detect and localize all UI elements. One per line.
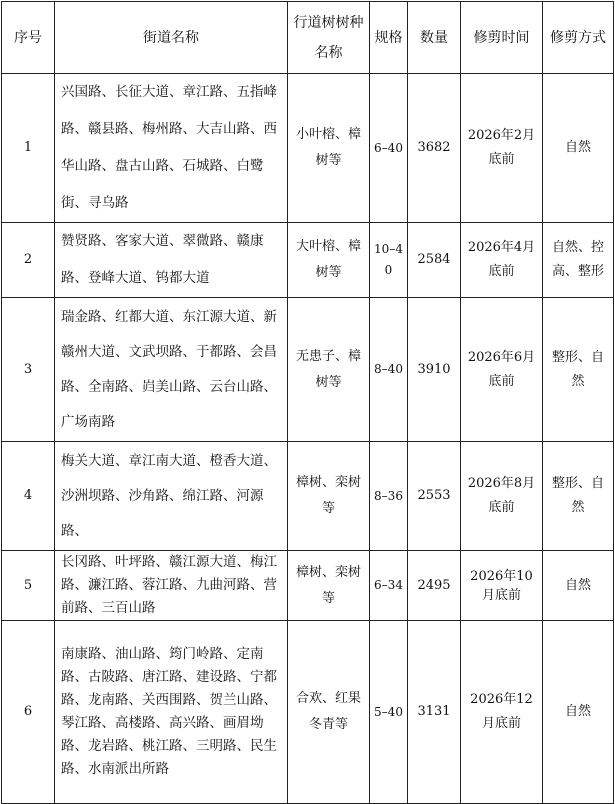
- row-streets: 兴国路、长征大道、章江路、五指峰路、赣县路、梅州路、大吉山路、西华山路、盘古山路、石城路、白鹭街、寻乌路: [55, 74, 288, 223]
- row-species: 合欢、红果冬青等: [288, 621, 370, 804]
- row-index: 1: [2, 74, 55, 223]
- row-spec: 8–40: [370, 298, 408, 442]
- row-method: 整形、自然: [543, 298, 614, 442]
- row-method: 整形、自然: [543, 442, 614, 551]
- row-time: 2026年8月底前: [461, 442, 543, 551]
- row-species: 无患子、樟树等: [288, 298, 370, 442]
- row-species: 樟树、栾树等: [288, 442, 370, 551]
- table-row: [2, 74, 614, 223]
- row-species: 樟树、栾树等: [288, 551, 370, 621]
- row-method: 自然: [543, 621, 614, 804]
- row-count: 2584: [408, 223, 461, 298]
- row-method: 自然: [543, 551, 614, 621]
- row-count: 3682: [408, 74, 461, 223]
- row-streets: 赞贤路、客家大道、翠微路、赣康路、登峰大道、钨都大道: [55, 223, 288, 298]
- table-row: [2, 223, 614, 298]
- row-spec: 6–40: [370, 74, 408, 223]
- table-row: [2, 551, 614, 621]
- header-streets: 街道名称: [55, 2, 288, 74]
- row-streets: 长冈路、叶坪路、赣江源大道、梅江路、濂江路、蓉江路、九曲河路、营前路、三百山路: [55, 551, 288, 621]
- row-spec: 10–40: [370, 223, 408, 298]
- row-species: 小叶榕、樟树等: [288, 74, 370, 223]
- row-streets: 南康路、油山路、筠门岭路、定南路、古陂路、唐江路、建设路、宁都路、龙南路、关西围路、贺兰山路、琴江路、高楼路、高兴路、画眉坳路、龙岩路、桃江路、三明路、民生路、水南派出所路: [55, 621, 288, 804]
- row-species: 大叶榕、樟树等: [288, 223, 370, 298]
- header-index: 序号: [2, 2, 55, 74]
- row-streets: 梅关大道、章江南大道、橙香大道、沙洲坝路、沙角路、绵江路、河源路、: [55, 442, 288, 551]
- row-index: 5: [2, 551, 55, 621]
- header-row: [2, 2, 614, 74]
- row-time: 2026年2月底前: [461, 74, 543, 223]
- row-time: 2026年10月底前: [461, 551, 543, 621]
- header-method: 修剪方式: [543, 2, 614, 74]
- row-spec: 5–40: [370, 621, 408, 804]
- row-spec: 8–36: [370, 442, 408, 551]
- row-index: 6: [2, 621, 55, 804]
- header-count: 数量: [408, 2, 461, 74]
- row-index: 3: [2, 298, 55, 442]
- row-index: 4: [2, 442, 55, 551]
- row-count: 2495: [408, 551, 461, 621]
- row-method: 自然、控高、整形: [543, 223, 614, 298]
- row-index: 2: [2, 223, 55, 298]
- row-time: 2026年12月底前: [461, 621, 543, 804]
- row-streets: 瑞金路、红都大道、东江源大道、新赣州大道、文武坝路、于都路、会昌路、全南路、岿美山路、云台山路、广场南路: [55, 298, 288, 442]
- table-row: [2, 442, 614, 551]
- table-row: [2, 298, 614, 442]
- pruning-schedule-table: [1, 1, 614, 804]
- header-species: 行道树树种名称: [288, 2, 370, 74]
- header-time: 修剪时间: [461, 2, 543, 74]
- row-time: 2026年6月底前: [461, 298, 543, 442]
- table-row: [2, 621, 614, 804]
- row-count: 2553: [408, 442, 461, 551]
- row-count: 3131: [408, 621, 461, 804]
- row-method: 自然: [543, 74, 614, 223]
- row-time: 2026年4月底前: [461, 223, 543, 298]
- row-spec: 6–34: [370, 551, 408, 621]
- row-count: 3910: [408, 298, 461, 442]
- header-spec: 规格: [370, 2, 408, 74]
